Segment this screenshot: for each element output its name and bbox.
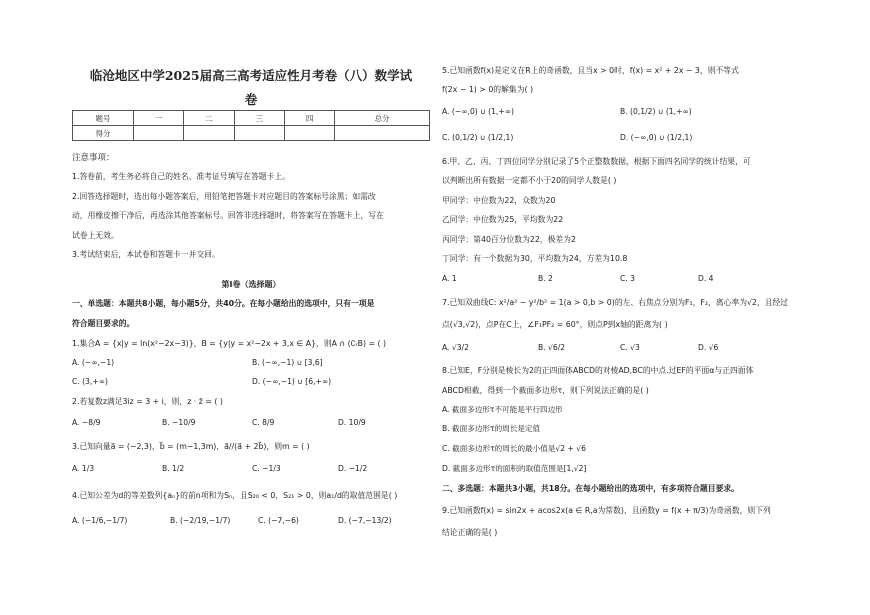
table-cell: 二: [184, 111, 234, 126]
option-d[interactable]: D. (−∞,0) ∪ (1/2,1): [620, 133, 693, 142]
question-8: 8.已知E，F分别是棱长为2的正四面体ABCD的对棱AD,BC的中点.过EF的平面α与正四面体: [442, 366, 754, 375]
q6-item: 丁同学：有一个数据为30，平均数为24，方差为10.8: [442, 254, 628, 263]
option-a[interactable]: A. (−∞,−1): [72, 358, 115, 367]
question-5-cont: f(2x − 1) > 0的解集为( ): [442, 85, 534, 94]
option-d[interactable]: D. 截面多边形τ的面积的取值范围是[1,√2]: [442, 464, 587, 473]
score-table: [72, 110, 430, 141]
question-5: 5.已知函数f(x)是定义在R上的奇函数，且当x > 0时，f(x) = x² + 2x − 3，则不等式: [442, 66, 739, 75]
table-cell[interactable]: [184, 126, 234, 141]
note-line: 1.答卷前，考生务必将自己的姓名、准考证号填写在答题卡上。: [72, 172, 290, 181]
option-a[interactable]: A. 截面多边形τ不可能是平行四边形: [442, 405, 563, 414]
question-7: 7.已知双曲线C: x²/a² − y²/b² = 1(a > 0,b > 0)的左、右焦点分别为F₁，F₂，离心率为√2，且经过: [442, 298, 789, 307]
q6-item: 乙同学：中位数为25，平均数为22: [442, 215, 564, 224]
exam-title-cont: 卷: [244, 92, 258, 107]
option-d[interactable]: D. 10/9: [338, 418, 366, 427]
option-b[interactable]: B. (−2/19,−1/7): [170, 516, 231, 525]
option-b[interactable]: B. (0,1/2) ∪ (1,+∞): [620, 107, 692, 116]
table-cell: 总分: [335, 111, 430, 126]
option-d[interactable]: D. (−7,−13/2): [338, 516, 392, 525]
option-c[interactable]: C. √3: [620, 343, 640, 352]
option-b[interactable]: B. (−∞,−1) ∪ [3,6]: [252, 358, 323, 367]
question-2: 2.若复数z满足3iz = 3 + i，则，z · z̄ = ( ): [72, 397, 223, 406]
table-cell[interactable]: [234, 126, 284, 141]
option-d[interactable]: D. 4: [698, 274, 714, 283]
option-a[interactable]: A. √3/2: [442, 343, 469, 352]
option-c[interactable]: C. 截面多边形τ的周长的最小值是√2 + √6: [442, 444, 586, 453]
table-cell[interactable]: [134, 126, 184, 141]
note-line: 3.考试结束后，本试卷和答题卡一并交回。: [72, 250, 220, 259]
option-b[interactable]: B. √6/2: [538, 343, 566, 352]
question-6-cont: 以判断出所有数据一定都不小于20的同学人数是( ): [442, 176, 617, 185]
option-c[interactable]: C. (3,+∞): [72, 377, 108, 386]
option-c[interactable]: C. (0,1/2) ∪ (1/2,1): [442, 133, 514, 142]
option-b[interactable]: B. 1/2: [162, 464, 185, 473]
section-title: 第Ⅰ卷（选择题）: [221, 280, 281, 289]
table-cell: 三: [234, 111, 284, 126]
question-6: 6.甲、乙、丙、丁四位同学分别记录了5个正整数数据，根据下面四名同学的统计结果，可: [442, 157, 751, 166]
q6-item: 甲同学：中位数为22，众数为20: [442, 196, 556, 205]
option-b[interactable]: B. −10/9: [162, 418, 196, 427]
table-row: [73, 111, 430, 126]
note-line: 2.回答选择题时，选出每小题答案后，用铅笔把答题卡对应题目的答案标号涂黑；如需改: [72, 192, 376, 201]
table-cell: 四: [284, 111, 334, 126]
option-c[interactable]: C. 8/9: [252, 418, 275, 427]
question-4: 4.已知公差为d的等差数列{aₙ}的前n项和为Sₙ，且S₂₀ < 0，S₂₁ > 0，则a₁/d的取值范围是( ): [72, 491, 398, 500]
option-c[interactable]: C. 3: [620, 274, 635, 283]
table-row: [73, 126, 430, 141]
notes-title: 注意事项：: [72, 153, 115, 163]
question-1: 1.集合A = {x|y = ln(x²−2x−3)}，B = {y|y = x²−2x + 3,x ∈ A}，则A ∩ (∁ᵣB) = ( ): [72, 339, 387, 348]
part-heading-cont: 符合题目要求的。: [72, 319, 135, 328]
option-c[interactable]: C. (−7,−6): [258, 516, 299, 525]
option-a[interactable]: A. (−∞,0) ∪ (1,+∞): [442, 107, 514, 116]
option-b[interactable]: B. 截面多边形τ的周长是定值: [442, 424, 541, 433]
option-b[interactable]: B. 2: [538, 274, 553, 283]
q6-item: 丙同学：第40百分位数为22，极差为2: [442, 235, 576, 244]
note-line: 试卷上无效。: [72, 231, 119, 240]
option-a[interactable]: A. 1/3: [72, 464, 95, 473]
option-d[interactable]: D. (−∞,−1) ∪ [6,+∞): [252, 377, 332, 386]
question-9-cont: 结论正确的是( ): [442, 528, 498, 537]
question-7-cont: 点(√3,√2)，点P在C上，∠F₁PF₂ = 60°，则点P到x轴的距离为( ): [442, 320, 668, 329]
option-a[interactable]: A. (−1/6,−1/7): [72, 516, 128, 525]
part-heading: 一、单选题：本题共8小题，每小题5分，共40分。在每小题给出的选项中，只有一项是: [72, 299, 375, 308]
exam-title: 临沧地区中学2025届高三高考适应性月考卷（八）数学试: [89, 68, 413, 83]
table-cell[interactable]: [284, 126, 334, 141]
table-cell: 题号: [73, 111, 134, 126]
table-cell: 一: [134, 111, 184, 126]
question-9: 9.已知函数f(x) = sin2x + acos2x(a ∈ R,a为常数)，且函数y = f(x + π/3)为奇函数，则下列: [442, 506, 771, 515]
question-3: 3.已知向量a⃗ = (−2,3)，b⃗ = (m−1,3m)，a⃗//(a⃗ + 2b⃗)，则m = ( ): [72, 442, 310, 451]
option-a[interactable]: A. −8/9: [72, 418, 101, 427]
question-8-cont: ABCD相截，得到一个截面多边形τ，则下列说法正确的是( ): [442, 386, 649, 395]
option-d[interactable]: D. −1/2: [338, 464, 368, 473]
note-line: 动，用橡皮擦干净后，再选涂其他答案标号。回答非选择题时，将答案写在答题卡上，写在: [72, 211, 384, 220]
option-d[interactable]: D. √6: [698, 343, 719, 352]
option-a[interactable]: A. 1: [442, 274, 457, 283]
option-c[interactable]: C. −1/3: [252, 464, 281, 473]
part-heading: 二、多选题：本题共3小题，共18分。在每小题给出的选项中，有多项符合题目要求。: [442, 484, 739, 493]
table-cell[interactable]: [335, 126, 430, 141]
table-cell: 得分: [73, 126, 134, 141]
